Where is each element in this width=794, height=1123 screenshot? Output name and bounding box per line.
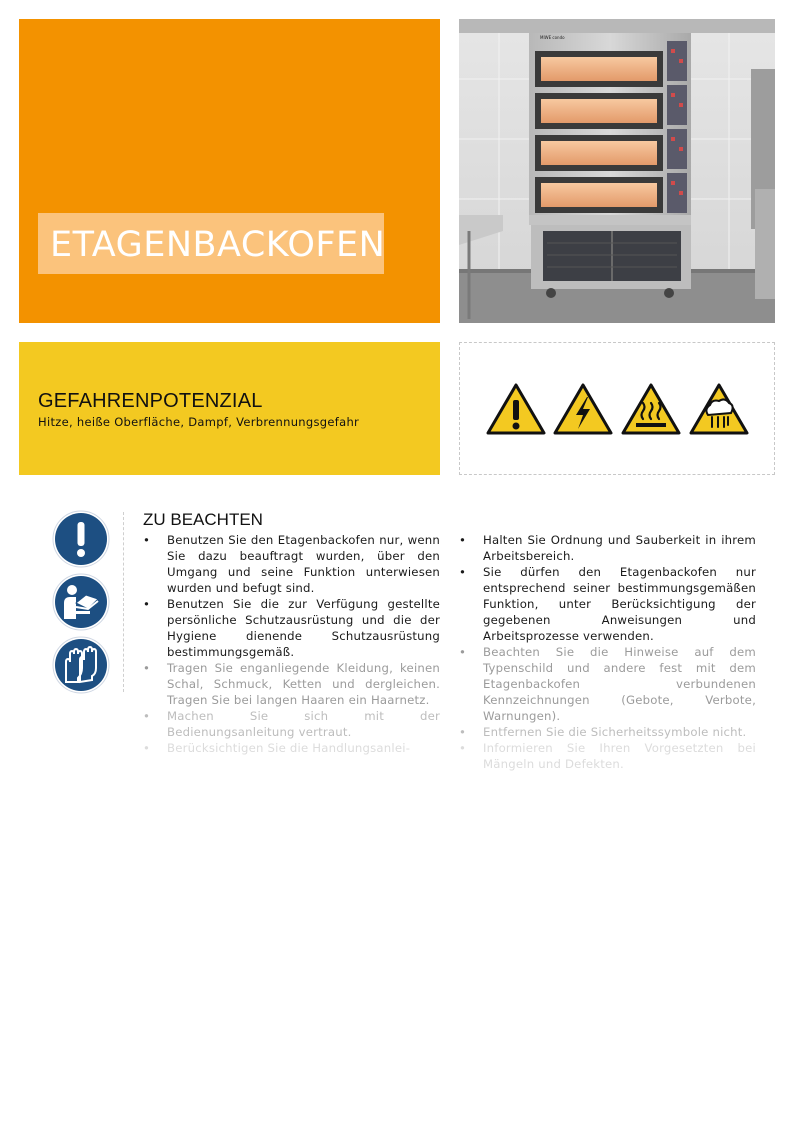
general-mandatory-icon: [52, 510, 110, 568]
title-panel: [19, 19, 440, 323]
list-item: • Beachten Sie die Hinweise auf dem Typenschild und andere fest mit dem Etagenbackofen verbundenen Kennzeichnungen (Gebote, Verbote, Warnungen).: [459, 644, 756, 724]
list-item: • Benutzen Sie die zur Verfügung gestellte persönliche Schutzausrüstung und die der Hygiene dienende Schutzausrüstung bestimmungsgemäß.: [143, 596, 440, 660]
oven-photo: [459, 19, 775, 323]
read-manual-icon: [52, 573, 110, 631]
list-item: • Entfernen Sie die Sicherheitssymbole nicht.: [459, 724, 756, 740]
warning-signs-box: [459, 342, 775, 475]
list-item: • Tragen Sie enganliegende Kleidung, keinen Schal, Schmuck, Ketten und dergleichen. Tragen Sie bei langen Haaren ein Haarnetz.: [143, 660, 440, 708]
hot-surface-warning-icon: [623, 385, 679, 433]
general-warning-icon: [488, 385, 544, 433]
list-item: • Sie dürfen den Etagenbackofen nur entsprechend seiner bestimmungsgemäßen Funktion, unter Berücksichtigung der gegebenen Anweisungen und Arbeitsprozesse verwenden.: [459, 564, 756, 644]
hazard-title: GEFAHRENPOTENZIAL: [38, 390, 263, 412]
notes-list-right: [459, 532, 756, 772]
vertical-divider: [123, 512, 124, 692]
page-title: ETAGENBACKOFEN: [50, 225, 386, 265]
notes-heading: ZU BEACHTEN: [143, 510, 263, 529]
hazard-subtitle: Hitze, heiße Oberfläche, Dampf, Verbrennungsgefahr: [38, 415, 360, 429]
notes-list-left: [143, 532, 440, 756]
wear-gloves-icon: [52, 636, 110, 694]
list-item: • Berücksichtigen Sie die Handlungsanlei-: [143, 740, 440, 756]
steam-warning-icon: [691, 385, 747, 433]
list-item: • Machen Sie sich mit der Bedienungsanleitung vertraut.: [143, 708, 440, 740]
list-item: • Halten Sie Ordnung und Sauberkeit in ihrem Arbeitsbereich.: [459, 532, 756, 564]
oven-brand-label: MIWE condo: [540, 35, 565, 40]
electricity-warning-icon: [555, 385, 611, 433]
list-item: • Informieren Sie Ihren Vorgesetzten bei Mängeln und Defekten.: [459, 740, 756, 772]
list-item: • Benutzen Sie den Etagenbackofen nur, wenn Sie dazu beauftragt wurden, über den Umgang und seine Funktion unterwiesen wurden und befugt sind.: [143, 532, 440, 596]
